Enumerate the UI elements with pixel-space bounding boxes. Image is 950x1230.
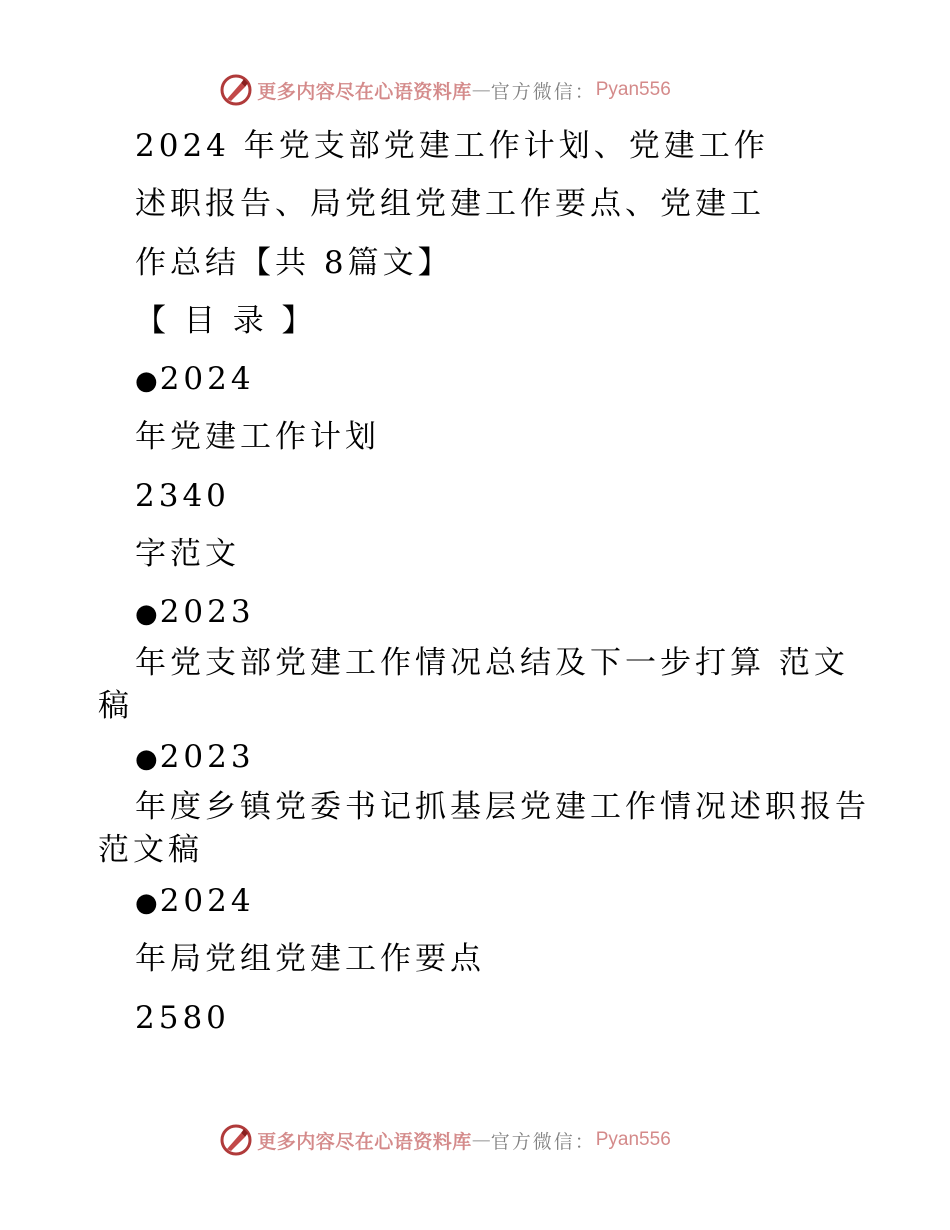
toc-entry-title: 年度乡镇党委书记抓基层党建工作情况述职报告	[135, 788, 870, 825]
watermark-label: 官方微信：	[490, 1130, 596, 1153]
watermark-dash: —	[471, 1129, 491, 1151]
title-line-1: 2024 年党支部党建工作计划、党建工作	[135, 128, 769, 164]
watermark-label: 官方微信：	[490, 80, 596, 103]
toc-entry-title-cont: 范文稿	[98, 831, 203, 868]
toc-heading: 【 目 录 】	[135, 302, 317, 339]
toc-entry-title: 年局党组党建工作要点	[135, 941, 485, 978]
toc-entry-year	[0, 583, 950, 641]
entry-year: 2024	[159, 361, 255, 398]
pen-logo-icon	[219, 73, 253, 107]
title-line-2: 述职报告、局党组党建工作要点、党建工	[135, 186, 765, 223]
header-watermark	[0, 70, 950, 110]
bullet-icon: ●	[135, 599, 158, 630]
footer-watermark	[0, 1120, 950, 1160]
bullet-icon: ●	[135, 887, 158, 918]
toc-entry-title: 年党建工作计划	[135, 419, 380, 456]
toc-entry-year	[0, 872, 950, 930]
bullet-icon: ●	[135, 743, 158, 774]
watermark-wechat-id: Pyan556	[595, 1129, 671, 1150]
bullet-icon: ●	[135, 366, 158, 397]
watermark-dash: —	[471, 79, 491, 101]
toc-entry-count: 2340	[135, 477, 230, 514]
watermark-brand: 更多内容尽在心语资料库	[257, 1130, 472, 1153]
watermark-wechat-id: Pyan556	[595, 79, 671, 100]
entry-year: 2023	[159, 738, 255, 775]
title-line-3: 作总结【共 8篇文】	[135, 244, 453, 281]
toc-entry-suffix: 字范文	[135, 536, 240, 573]
toc-entry-year	[0, 728, 950, 786]
toc-entry-title-cont: 稿	[98, 687, 133, 724]
entry-year: 2024	[159, 882, 255, 919]
document-body	[0, 117, 950, 1047]
watermark-brand: 更多内容尽在心语资料库	[257, 80, 472, 103]
entry-year: 2023	[159, 594, 255, 631]
toc-entry-count: 2580	[135, 999, 230, 1036]
toc-entry-title: 年党支部党建工作情况总结及下一步打算 范文	[135, 644, 849, 681]
pen-logo-icon	[219, 1123, 253, 1157]
toc-entry-year	[0, 350, 950, 408]
